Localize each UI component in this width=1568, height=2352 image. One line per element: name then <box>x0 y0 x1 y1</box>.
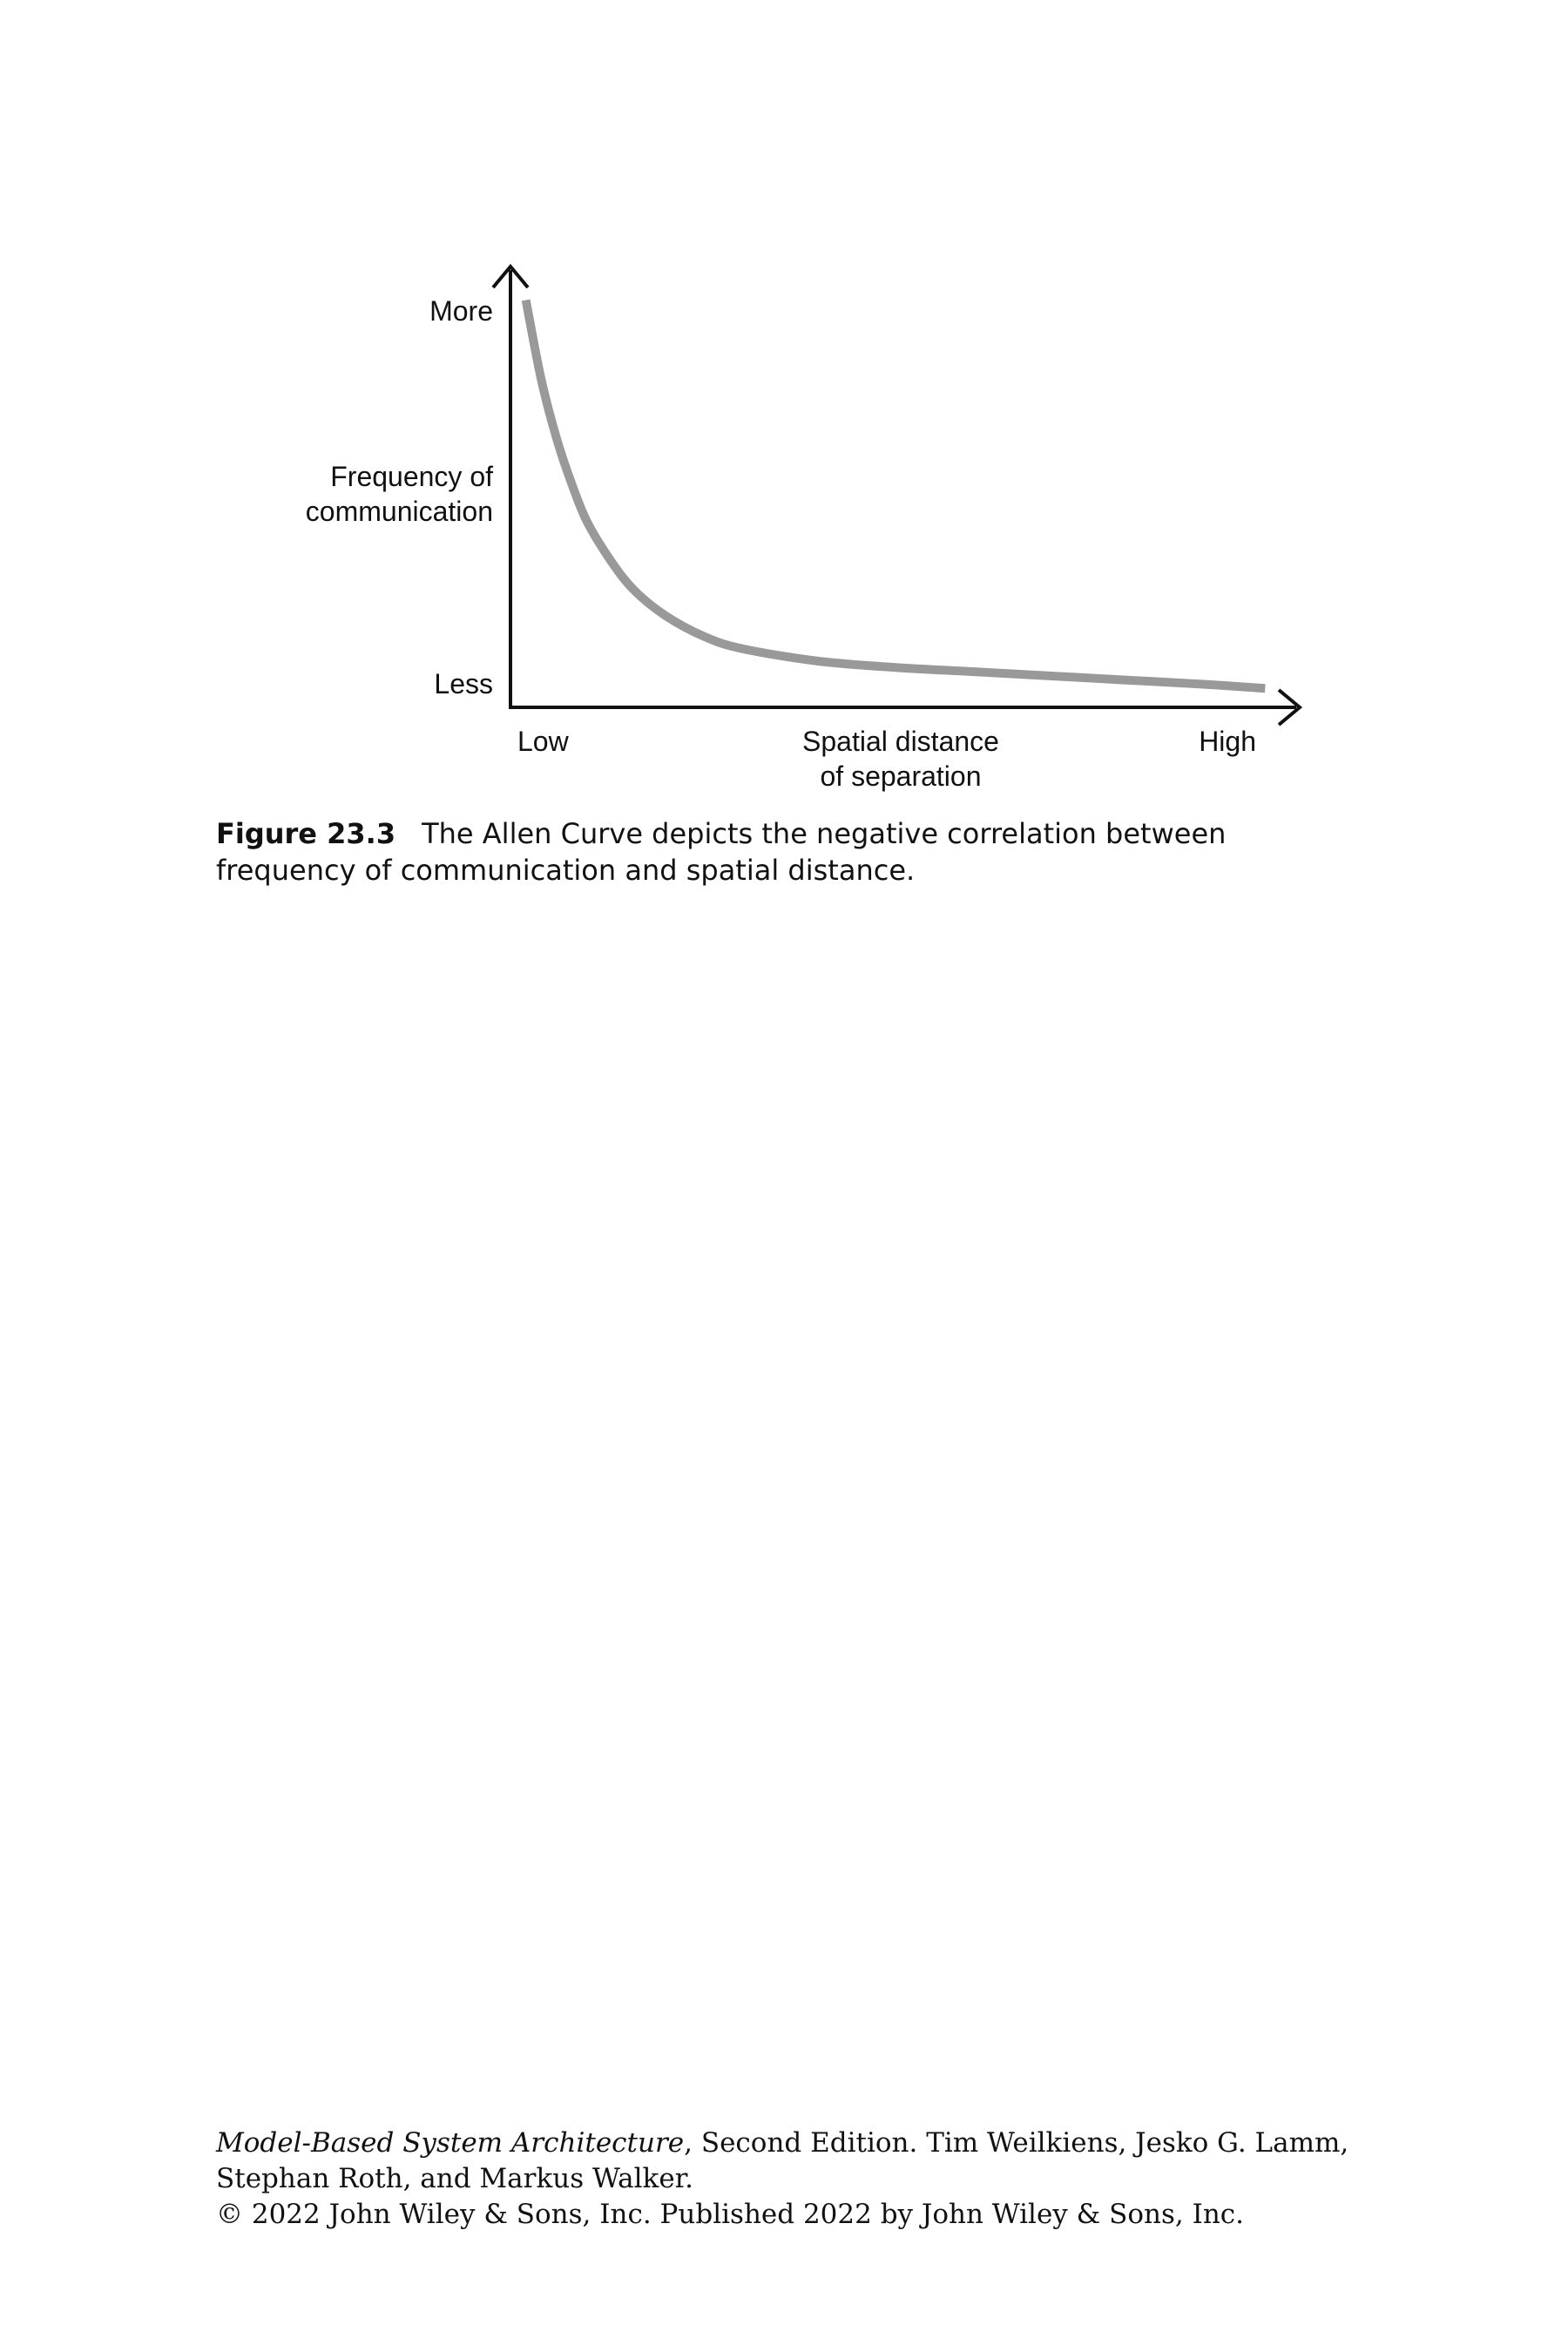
caption-text: The Allen Curve depicts the negative correlation between frequency of communication and spatial distance. <box>216 817 1227 887</box>
y-tick-more: More <box>429 295 493 327</box>
x-tick-low: Low <box>517 726 569 757</box>
x-axis-label-line2: of separation <box>820 760 982 792</box>
footer-line-3: © 2022 John Wiley & Sons, Inc. Published 2022 by John Wiley & Sons, Inc. <box>216 2199 1245 2230</box>
allen-curve-line <box>526 301 1266 689</box>
allen-curve-figure <box>0 0 1568 836</box>
footer-line-1-rest: , Second Edition. Tim Weilkiens, Jesko G. Lamm, <box>684 2127 1349 2159</box>
y-tick-less: Less <box>434 668 493 700</box>
footer-line-2: Stephan Roth, and Markus Walker. <box>216 2163 693 2194</box>
footer-line-1 <box>216 2126 1366 2161</box>
y-axis-label-line1: Frequency of <box>330 461 493 492</box>
figure-number: Figure 23.3 <box>216 817 396 850</box>
x-axis-label-line1: Spatial distance <box>802 726 999 757</box>
copyright-footer <box>216 2126 1366 2233</box>
x-tick-high: High <box>1199 726 1256 757</box>
y-axis-label-line2: communication <box>305 496 493 527</box>
book-title: Model-Based System Architecture <box>216 2127 685 2159</box>
figure-caption <box>216 815 1366 889</box>
